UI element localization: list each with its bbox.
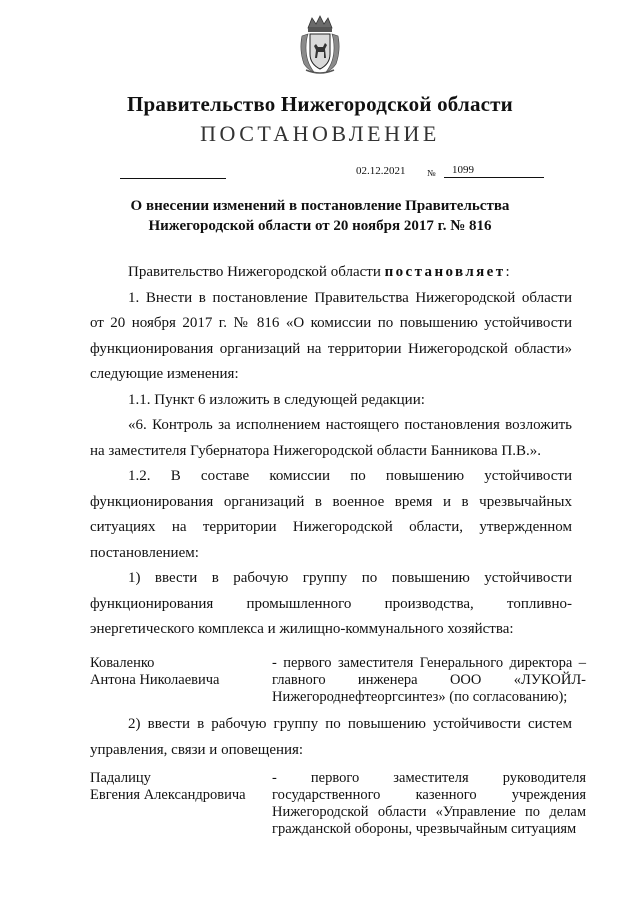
sub-item-2: 2) ввести в рабочую группу по повышению устойчивости систем управления, связи и оповещения: (90, 716, 572, 758)
sub-item-1: 1) ввести в рабочую группу по повышению устойчивости функционирования промышленного производства, топливно-энергетического комплекса и жилищно-коммунального хозяйства: (90, 570, 572, 637)
member-entry (90, 655, 586, 709)
member-surname: Коваленко (90, 655, 155, 671)
intro-prefix: Правительство Нижегородской области (128, 264, 385, 280)
coat-of-arms-icon (298, 14, 342, 74)
document-date: 02.12.2021 (356, 165, 406, 177)
heading-line-1: О внесении изменений в постановление Правительства (130, 198, 510, 214)
member-role: - первого заместителя Генерального директора – главного инженера ООО «ЛУКОЙЛ-Нижегороднефтеоргсинтез» (по согласованию); (272, 655, 586, 705)
item-1: 1. Внести в постановление Правительства Нижегородской области от 20 ноября 2017 г. № 816 «О комиссии по повышению устойчивости функционирования организаций на территории Нижегородской области» следующие изменения: (90, 289, 572, 382)
member-given-names: Евгения Александровича (90, 787, 246, 803)
heading-line-2: Нижегородской области от 20 ноября 2017 г. № 816 (148, 218, 492, 234)
number-label: № (427, 168, 436, 178)
item-1-2: 1.2. В составе комиссии по повышению устойчивости функционирования организаций в военное время и в чрезвычайных ситуациях на территории Нижегородской области, утвержденном постановлением: (90, 468, 572, 561)
document-body (90, 260, 572, 643)
intro-suffix: : (505, 264, 510, 280)
member-name (90, 655, 265, 689)
item-1-1: 1.1. Пункт 6 изложить в следующей редакции: (128, 391, 425, 408)
member-role: - первого заместителя руководителя государственного казенного учреждения Нижегородской области «Управление по делам гражданской обороны, чрезвычайным ситуациям (272, 770, 586, 837)
document-body-continued (90, 712, 572, 763)
number-field (444, 165, 544, 178)
document-number: 1099 (452, 164, 474, 176)
member-surname: Падалицу (90, 770, 151, 786)
member-entry (90, 770, 586, 850)
document-heading (0, 196, 640, 236)
document-kind: ПОСТАНОВЛЕНИЕ (200, 121, 440, 146)
blank-line (120, 178, 226, 179)
intro-paragraph (90, 260, 572, 286)
government-title: Правительство Нижегородской области (127, 92, 513, 116)
member-given-names: Антона Николаевича (90, 672, 220, 688)
item-1-1-quote: «6. Контроль за исполнением настоящего постановления возложить на заместителя Губернатора Нижегородской области Банникова П.В.». (90, 417, 572, 459)
intro-resolves: постановляет (384, 264, 506, 280)
member-name (90, 770, 265, 804)
